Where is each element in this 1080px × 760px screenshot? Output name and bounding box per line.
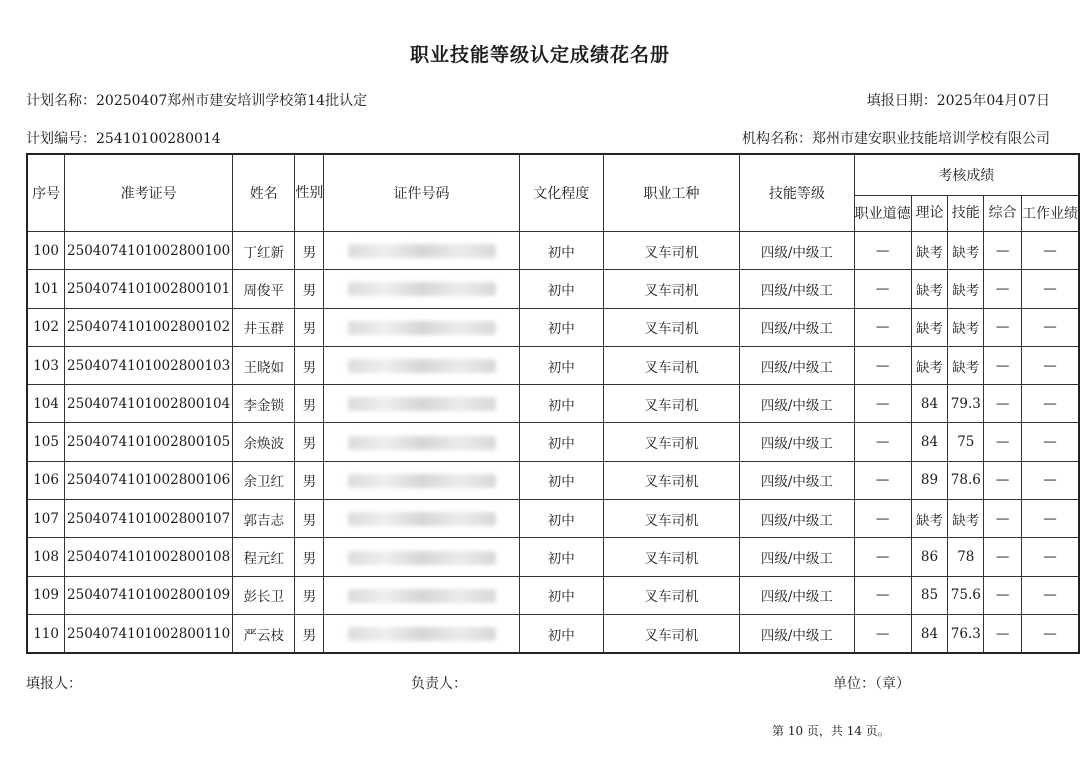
cell-work: — bbox=[1021, 270, 1079, 308]
cell-gender: 男 bbox=[295, 614, 324, 653]
cell-name: 余卫红 bbox=[233, 461, 295, 499]
table-row bbox=[27, 423, 1079, 461]
cell-ethics: — bbox=[854, 232, 911, 270]
cell-exam-no: 2504074101002800109 bbox=[65, 576, 233, 614]
cell-gender: 男 bbox=[295, 423, 324, 461]
redacted-blur bbox=[348, 282, 496, 296]
cell-overall: — bbox=[984, 270, 1022, 308]
cell-education: 初中 bbox=[519, 538, 603, 576]
header-skill: 技能 bbox=[948, 196, 984, 232]
cell-gender: 男 bbox=[295, 346, 324, 384]
cell-overall: — bbox=[984, 308, 1022, 346]
cell-ethics: — bbox=[854, 346, 911, 384]
table-row bbox=[27, 270, 1079, 308]
header-name: 姓名 bbox=[233, 154, 295, 232]
cell-education: 初中 bbox=[519, 270, 603, 308]
redacted-blur bbox=[348, 474, 496, 488]
cell-ethics: — bbox=[854, 270, 911, 308]
cell-theory: 84 bbox=[911, 423, 948, 461]
cell-gender: 男 bbox=[295, 538, 324, 576]
cell-id-no-redacted bbox=[324, 385, 519, 423]
cell-skill: 缺考 bbox=[948, 232, 984, 270]
cell-exam-no: 2504074101002800101 bbox=[65, 270, 233, 308]
header-id-no: 证件号码 bbox=[324, 154, 519, 232]
unit-seal-label: 单位：（章） bbox=[833, 676, 910, 692]
cell-level: 四级/中级工 bbox=[740, 576, 855, 614]
cell-theory: 缺考 bbox=[911, 500, 948, 538]
cell-gender: 男 bbox=[295, 576, 324, 614]
cell-exam-no: 2504074101002800102 bbox=[65, 308, 233, 346]
cell-education: 初中 bbox=[519, 461, 603, 499]
cell-level: 四级/中级工 bbox=[740, 308, 855, 346]
cell-overall: — bbox=[984, 576, 1022, 614]
cell-theory: 86 bbox=[911, 538, 948, 576]
cell-exam-no: 2504074101002800106 bbox=[65, 461, 233, 499]
cell-theory: 缺考 bbox=[911, 308, 948, 346]
cell-seq: 105 bbox=[27, 423, 65, 461]
redacted-blur bbox=[348, 551, 496, 565]
cell-name: 严云枝 bbox=[233, 614, 295, 653]
cell-level: 四级/中级工 bbox=[740, 232, 855, 270]
cell-work: — bbox=[1021, 461, 1079, 499]
cell-theory: 缺考 bbox=[911, 346, 948, 384]
cell-ethics: — bbox=[854, 614, 911, 653]
header-scores: 考核成绩 bbox=[854, 154, 1079, 196]
cell-work: — bbox=[1021, 423, 1079, 461]
cell-occupation: 叉车司机 bbox=[603, 538, 739, 576]
redacted-blur bbox=[348, 397, 496, 411]
cell-id-no-redacted bbox=[324, 308, 519, 346]
cell-name: 郭吉志 bbox=[233, 500, 295, 538]
cell-level: 四级/中级工 bbox=[740, 538, 855, 576]
cell-occupation: 叉车司机 bbox=[603, 461, 739, 499]
cell-occupation: 叉车司机 bbox=[603, 423, 739, 461]
cell-skill: 78 bbox=[948, 538, 984, 576]
cell-seq: 106 bbox=[27, 461, 65, 499]
redacted-blur bbox=[348, 436, 496, 450]
plan-code: 计划编号：25410100280014 bbox=[26, 131, 221, 147]
table-row bbox=[27, 346, 1079, 384]
cell-id-no-redacted bbox=[324, 614, 519, 653]
cell-theory: 缺考 bbox=[911, 232, 948, 270]
cell-level: 四级/中级工 bbox=[740, 500, 855, 538]
cell-education: 初中 bbox=[519, 576, 603, 614]
cell-id-no-redacted bbox=[324, 346, 519, 384]
cell-seq: 102 bbox=[27, 308, 65, 346]
cell-seq: 104 bbox=[27, 385, 65, 423]
table-row bbox=[27, 385, 1079, 423]
table-row bbox=[27, 461, 1079, 499]
cell-occupation: 叉车司机 bbox=[603, 308, 739, 346]
cell-level: 四级/中级工 bbox=[740, 423, 855, 461]
cell-overall: — bbox=[984, 500, 1022, 538]
cell-exam-no: 2504074101002800110 bbox=[65, 614, 233, 653]
manager-label: 负责人： bbox=[411, 676, 467, 692]
cell-id-no-redacted bbox=[324, 576, 519, 614]
cell-overall: — bbox=[984, 385, 1022, 423]
cell-name: 周俊平 bbox=[233, 270, 295, 308]
cell-overall: — bbox=[984, 423, 1022, 461]
cell-seq: 103 bbox=[27, 346, 65, 384]
table-row bbox=[27, 614, 1079, 653]
cell-skill: 缺考 bbox=[948, 500, 984, 538]
cell-education: 初中 bbox=[519, 232, 603, 270]
cell-seq: 100 bbox=[27, 232, 65, 270]
cell-gender: 男 bbox=[295, 461, 324, 499]
cell-occupation: 叉车司机 bbox=[603, 346, 739, 384]
cell-seq: 109 bbox=[27, 576, 65, 614]
cell-occupation: 叉车司机 bbox=[603, 270, 739, 308]
cell-skill: 75.6 bbox=[948, 576, 984, 614]
header-theory: 理论 bbox=[911, 196, 948, 232]
cell-work: — bbox=[1021, 538, 1079, 576]
cell-id-no-redacted bbox=[324, 423, 519, 461]
header-overall: 综合 bbox=[984, 196, 1022, 232]
cell-level: 四级/中级工 bbox=[740, 614, 855, 653]
cell-theory: 89 bbox=[911, 461, 948, 499]
cell-theory: 84 bbox=[911, 614, 948, 653]
cell-exam-no: 2504074101002800108 bbox=[65, 538, 233, 576]
redacted-blur bbox=[348, 627, 496, 641]
cell-level: 四级/中级工 bbox=[740, 270, 855, 308]
cell-occupation: 叉车司机 bbox=[603, 576, 739, 614]
cell-ethics: — bbox=[854, 500, 911, 538]
cell-skill: 缺考 bbox=[948, 308, 984, 346]
cell-id-no-redacted bbox=[324, 461, 519, 499]
cell-skill: 78.6 bbox=[948, 461, 984, 499]
cell-ethics: — bbox=[854, 461, 911, 499]
header-gender: 性别 bbox=[295, 154, 324, 232]
cell-gender: 男 bbox=[295, 385, 324, 423]
cell-skill: 76.3 bbox=[948, 614, 984, 653]
cell-name: 丁红新 bbox=[233, 232, 295, 270]
cell-ethics: — bbox=[854, 538, 911, 576]
cell-seq: 110 bbox=[27, 614, 65, 653]
cell-overall: — bbox=[984, 538, 1022, 576]
cell-name: 余焕波 bbox=[233, 423, 295, 461]
cell-id-no-redacted bbox=[324, 500, 519, 538]
redacted-blur bbox=[348, 512, 496, 526]
cell-work: — bbox=[1021, 576, 1079, 614]
cell-occupation: 叉车司机 bbox=[603, 232, 739, 270]
header-work: 工作业绩 bbox=[1021, 196, 1079, 232]
fill-date: 填报日期：2025年04月07日 bbox=[866, 93, 1050, 109]
cell-level: 四级/中级工 bbox=[740, 385, 855, 423]
cell-name: 李金锁 bbox=[233, 385, 295, 423]
cell-education: 初中 bbox=[519, 346, 603, 384]
table-row bbox=[27, 538, 1079, 576]
cell-seq: 108 bbox=[27, 538, 65, 576]
header-education: 文化程度 bbox=[519, 154, 603, 232]
header-level: 技能等级 bbox=[740, 154, 855, 232]
plan-name: 计划名称：20250407郑州市建安培训学校第14批认定 bbox=[26, 93, 368, 109]
cell-occupation: 叉车司机 bbox=[603, 500, 739, 538]
cell-level: 四级/中级工 bbox=[740, 461, 855, 499]
redacted-blur bbox=[348, 321, 496, 335]
table-row bbox=[27, 576, 1079, 614]
cell-theory: 缺考 bbox=[911, 270, 948, 308]
cell-education: 初中 bbox=[519, 385, 603, 423]
cell-skill: 缺考 bbox=[948, 346, 984, 384]
cell-exam-no: 2504074101002800107 bbox=[65, 500, 233, 538]
cell-name: 井玉群 bbox=[233, 308, 295, 346]
cell-overall: — bbox=[984, 346, 1022, 384]
cell-gender: 男 bbox=[295, 232, 324, 270]
cell-id-no-redacted bbox=[324, 270, 519, 308]
cell-work: — bbox=[1021, 308, 1079, 346]
cell-exam-no: 2504074101002800104 bbox=[65, 385, 233, 423]
cell-ethics: — bbox=[854, 308, 911, 346]
table-row bbox=[27, 308, 1079, 346]
cell-education: 初中 bbox=[519, 500, 603, 538]
cell-name: 彭长卫 bbox=[233, 576, 295, 614]
redacted-blur bbox=[348, 359, 496, 373]
cell-ethics: — bbox=[854, 576, 911, 614]
cell-id-no-redacted bbox=[324, 232, 519, 270]
header-ethics: 职业道德 bbox=[854, 196, 911, 232]
cell-ethics: — bbox=[854, 423, 911, 461]
redacted-blur bbox=[348, 244, 496, 258]
cell-seq: 107 bbox=[27, 500, 65, 538]
org-name: 机构名称：郑州市建安职业技能培训学校有限公司 bbox=[742, 131, 1050, 147]
cell-name: 王晓如 bbox=[233, 346, 295, 384]
cell-exam-no: 2504074101002800100 bbox=[65, 232, 233, 270]
cell-education: 初中 bbox=[519, 308, 603, 346]
cell-skill: 79.3 bbox=[948, 385, 984, 423]
cell-seq: 101 bbox=[27, 270, 65, 308]
cell-gender: 男 bbox=[295, 308, 324, 346]
page-title: 职业技能等级认定成绩花名册 bbox=[409, 44, 670, 66]
cell-skill: 缺考 bbox=[948, 270, 984, 308]
cell-skill: 75 bbox=[948, 423, 984, 461]
cell-work: — bbox=[1021, 385, 1079, 423]
cell-work: — bbox=[1021, 500, 1079, 538]
redacted-blur bbox=[348, 589, 496, 603]
cell-occupation: 叉车司机 bbox=[603, 385, 739, 423]
cell-theory: 84 bbox=[911, 385, 948, 423]
cell-name: 程元红 bbox=[233, 538, 295, 576]
cell-exam-no: 2504074101002800103 bbox=[65, 346, 233, 384]
cell-overall: — bbox=[984, 614, 1022, 653]
cell-gender: 男 bbox=[295, 270, 324, 308]
cell-occupation: 叉车司机 bbox=[603, 614, 739, 653]
page-number: 第 10 页，共 14 页。 bbox=[772, 724, 890, 738]
header-exam-no: 准考证号 bbox=[65, 154, 233, 232]
table-row bbox=[27, 500, 1079, 538]
cell-overall: — bbox=[984, 232, 1022, 270]
cell-overall: — bbox=[984, 461, 1022, 499]
header-seq: 序号 bbox=[27, 154, 65, 232]
cell-education: 初中 bbox=[519, 423, 603, 461]
cell-work: — bbox=[1021, 232, 1079, 270]
header-occupation: 职业工种 bbox=[603, 154, 739, 232]
cell-work: — bbox=[1021, 346, 1079, 384]
cell-work: — bbox=[1021, 614, 1079, 653]
table-row bbox=[27, 232, 1079, 270]
cell-education: 初中 bbox=[519, 614, 603, 653]
cell-exam-no: 2504074101002800105 bbox=[65, 423, 233, 461]
score-roster-table bbox=[26, 153, 1080, 654]
cell-id-no-redacted bbox=[324, 538, 519, 576]
cell-theory: 85 bbox=[911, 576, 948, 614]
cell-level: 四级/中级工 bbox=[740, 346, 855, 384]
cell-gender: 男 bbox=[295, 500, 324, 538]
reporter-label: 填报人： bbox=[26, 676, 82, 692]
cell-ethics: — bbox=[854, 385, 911, 423]
